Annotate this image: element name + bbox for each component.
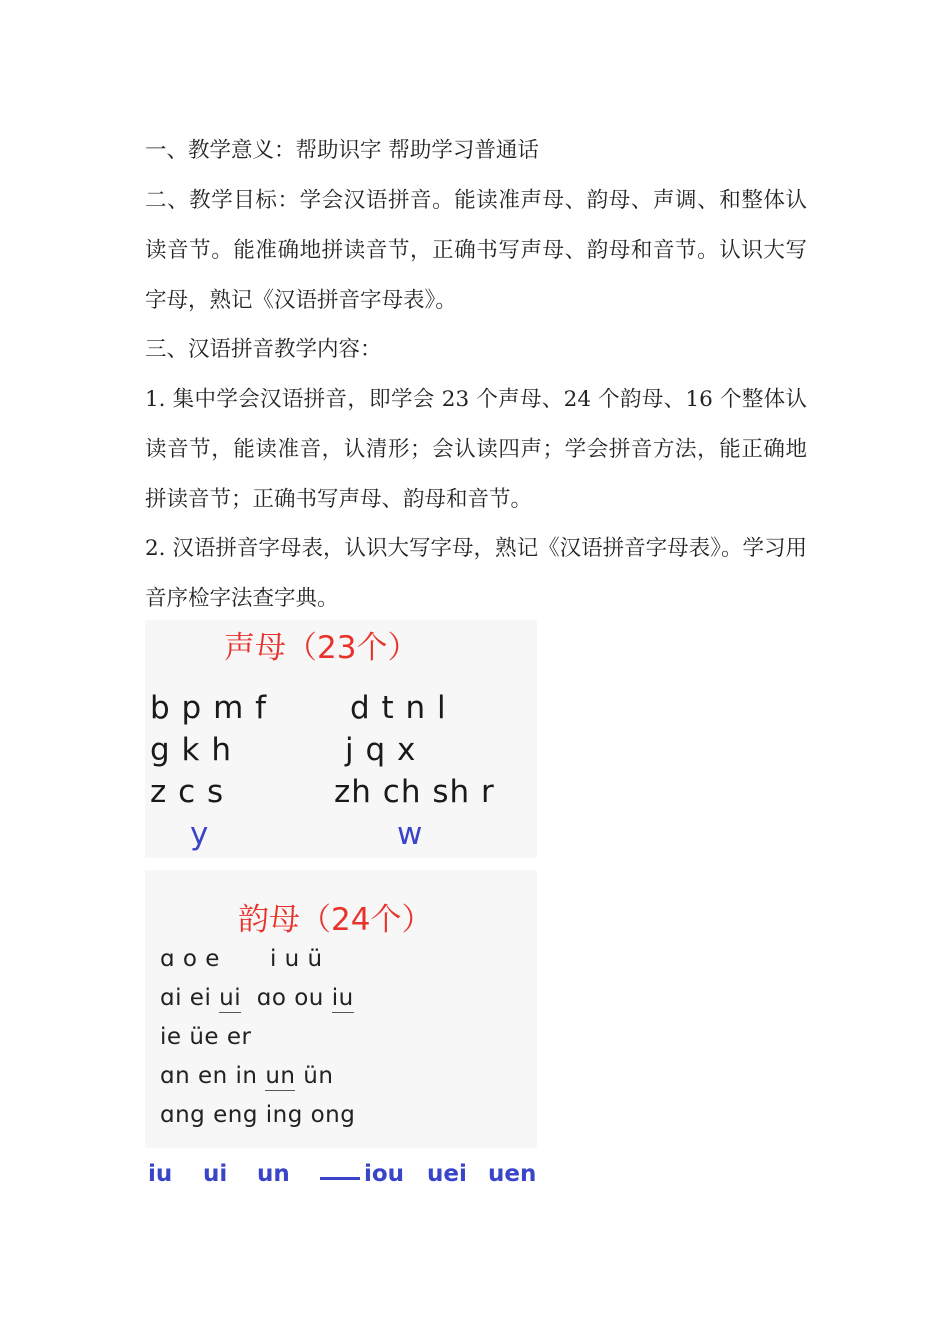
- abbrev-iou: iou: [364, 1161, 405, 1187]
- initials-chart: [145, 620, 537, 858]
- abbrev-ui: ui: [203, 1161, 228, 1187]
- abbrev-dash: [320, 1177, 360, 1180]
- initials-heading: 声母（23个）: [224, 630, 419, 666]
- finals-iu: iu: [331, 985, 354, 1011]
- initials-row-2b: j q x: [345, 732, 417, 768]
- finals-row-1a: ɑ o e: [160, 946, 220, 972]
- initials-y: y: [190, 816, 210, 852]
- finals-row-4b: ün: [295, 1063, 334, 1089]
- finals-row-3: ie üe er: [160, 1024, 252, 1050]
- finals-un: un: [265, 1063, 296, 1089]
- finals-row-2b: ɑo ou: [241, 985, 332, 1011]
- initials-w: w: [397, 816, 424, 852]
- abbrev-uei: uei: [427, 1161, 467, 1187]
- paragraph-content-heading: 三、汉语拼音教学内容：: [145, 337, 382, 362]
- finals-row-5: ɑng eng ing ong: [160, 1102, 356, 1128]
- initials-row-3b: zh ch sh r: [334, 774, 495, 810]
- abbrev-uen: uen: [488, 1161, 537, 1187]
- finals-ui: ui: [219, 985, 242, 1011]
- finals-row-1b: i u ü: [269, 946, 323, 972]
- initials-row-3a: z c s: [150, 774, 225, 810]
- finals-row-2: [160, 985, 354, 1011]
- initials-row-1b: d t n l: [350, 690, 447, 726]
- initials-row-1a: b p m f: [150, 690, 268, 726]
- paragraph-teaching-goals: 二、教学目标：学会汉语拼音。能读准声母、韵母、声调、和整体认读音节。能准确地拼读音节，正确书写声母、韵母和音节。认识大写字母，熟记《汉语拼音字母表》。: [145, 188, 807, 313]
- finals-heading: 韵母（24个）: [238, 902, 433, 938]
- finals-row-2a: ɑi ei: [160, 985, 220, 1011]
- finals-row-1: [160, 946, 323, 972]
- paragraph-teaching-significance: 一、教学意义：帮助识字 帮助学习普通话: [145, 138, 539, 163]
- paragraph-content-item-1: 1. 集中学会汉语拼音，即学会 23 个声母、24 个韵母、16 个整体认读音节，能读准音，认清形；会认读四声；学会拼音方法，能正确地拼读音节；正确书写声母、韵母和音节。: [145, 387, 807, 512]
- abbrev-un: un: [257, 1161, 290, 1187]
- finals-row-4: [160, 1063, 333, 1089]
- abbrev-iu: iu: [148, 1161, 173, 1187]
- finals-chart: [145, 870, 537, 1148]
- paragraph-content-item-2: 2. 汉语拼音字母表，认识大写字母，熟记《汉语拼音字母表》。学习用音序检字法查字典。: [145, 536, 807, 611]
- finals-row-4a: ɑn en in: [160, 1063, 266, 1089]
- initials-row-2a: g k h: [150, 732, 232, 768]
